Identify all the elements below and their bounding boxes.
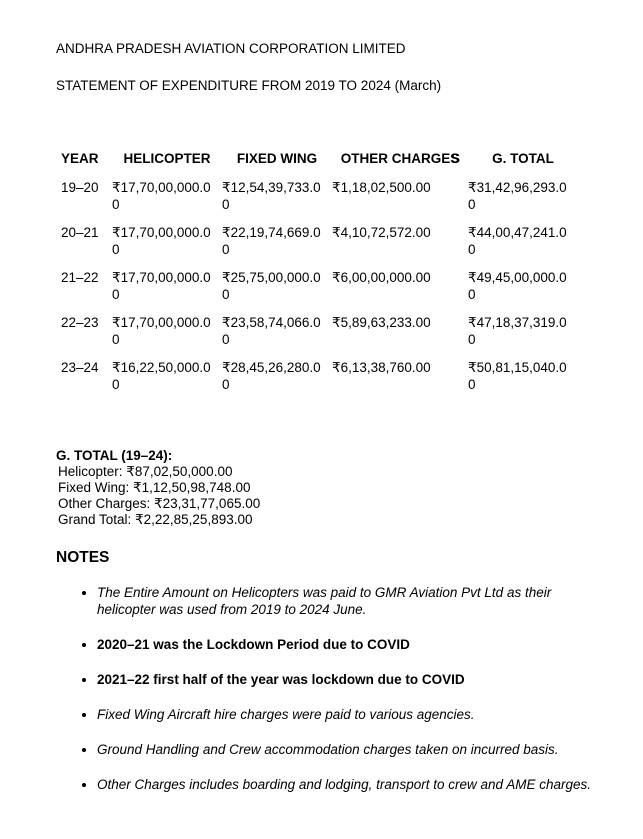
helicopter-amount-cell: ₹17,70,00,000.00 [112, 270, 211, 302]
helicopter-amount-cell: ₹16,22,50,000.00 [112, 360, 211, 392]
summary-line: Fixed Wing: ₹1,12,50,98,748.00 [58, 480, 251, 495]
column-header-fixed-wing: FIXED WING [236, 151, 318, 166]
g-total-amount-cell: ₹49,45,00,000.00 [468, 270, 567, 302]
column-header-other-charges [332, 150, 468, 179]
summary-line: Other Charges: ₹23,31,77,065.00 [58, 496, 261, 511]
column-header-year: YEAR [61, 151, 99, 166]
table-row [61, 224, 578, 269]
grand-total-heading: G. TOTAL (19–24): [56, 448, 173, 463]
g-total-amount-cell: ₹44,00,47,241.00 [468, 225, 567, 257]
note-item: • The Entire Amount on Helicopters was paid to GMR Aviation Pvt Ltd as their helicopter was used from 2019 to 2024 June. [97, 584, 605, 618]
fixed-wing-amount-cell: ₹12,54,39,733.00 [222, 180, 321, 212]
year-cell: 21–22 [61, 270, 99, 285]
year-cell: 19–20 [61, 180, 99, 195]
other-charges-amount-cell: ₹1,18,02,500.00 [332, 180, 431, 195]
fixed-wing-amount-cell: ₹22,19,74,669.00 [222, 225, 321, 257]
table-row [61, 269, 578, 314]
column-header-g-total: G. TOTAL [492, 151, 554, 166]
grand-total-lines [56, 464, 605, 528]
expenditure-table-body [61, 179, 578, 404]
document-subtitle: STATEMENT OF EXPENDITURE FROM 2019 TO 2024 (March) [56, 78, 442, 93]
note-item: • 2021–22 first half of the year was lockdown due to COVID [97, 671, 605, 688]
summary-line: Helicopter: ₹87,02,50,000.00 [58, 464, 233, 479]
year-cell: 20–21 [61, 225, 99, 240]
document-title: ANDHRA PRADESH AVIATION CORPORATION LIMITED [56, 41, 406, 56]
other-charges-amount-cell: ₹5,89,63,233.00 [332, 315, 431, 330]
year-cell: 23–24 [61, 360, 99, 375]
table-row [61, 179, 578, 224]
note-item: • Other Charges includes boarding and lodging, transport to crew and AME charges. [97, 776, 605, 793]
g-total-amount-cell: ₹47,18,37,319.00 [468, 315, 567, 347]
g-total-amount-cell: ₹50,81,15,040.00 [468, 360, 567, 392]
other-charges-amount-cell: ₹6,00,00,000.00 [332, 270, 431, 285]
grand-total-summary [56, 448, 605, 528]
helicopter-amount-cell: ₹17,70,00,000.00 [112, 180, 211, 212]
table-row [61, 314, 578, 359]
fixed-wing-amount-cell: ₹23,58,74,066.00 [222, 315, 321, 347]
helicopter-amount-cell: ₹17,70,00,000.00 [112, 225, 211, 257]
helicopter-amount-cell: ₹17,70,00,000.00 [112, 315, 211, 347]
column-header-other-charges-suffix: S [450, 151, 460, 166]
fixed-wing-amount-cell: ₹25,75,00,000.00 [222, 270, 321, 302]
column-header-other-charges-text: OTHER CHARGE [340, 151, 451, 166]
note-item: • Fixed Wing Aircraft hire charges were paid to various agencies. [97, 706, 605, 723]
note-item: • Ground Handling and Crew accommodation charges taken on incurred basis. [97, 741, 605, 758]
table-header-row [61, 150, 578, 179]
year-cell: 22–23 [61, 315, 99, 330]
table-row [61, 359, 578, 404]
other-charges-amount-cell: ₹4,10,72,572.00 [332, 225, 431, 240]
expenditure-table [61, 150, 578, 404]
notes-heading: NOTES [56, 549, 110, 566]
note-item: • 2020–21 was the Lockdown Period due to COVID [97, 636, 605, 653]
other-charges-amount-cell: ₹6,13,38,760.00 [332, 360, 431, 375]
column-header-helicopter: HELICOPTER [123, 151, 211, 166]
summary-line: Grand Total: ₹2,22,85,25,893.00 [58, 512, 253, 527]
notes-list [56, 584, 605, 793]
fixed-wing-amount-cell: ₹28,45,26,280.00 [222, 360, 321, 392]
g-total-amount-cell: ₹31,42,96,293.00 [468, 180, 567, 212]
